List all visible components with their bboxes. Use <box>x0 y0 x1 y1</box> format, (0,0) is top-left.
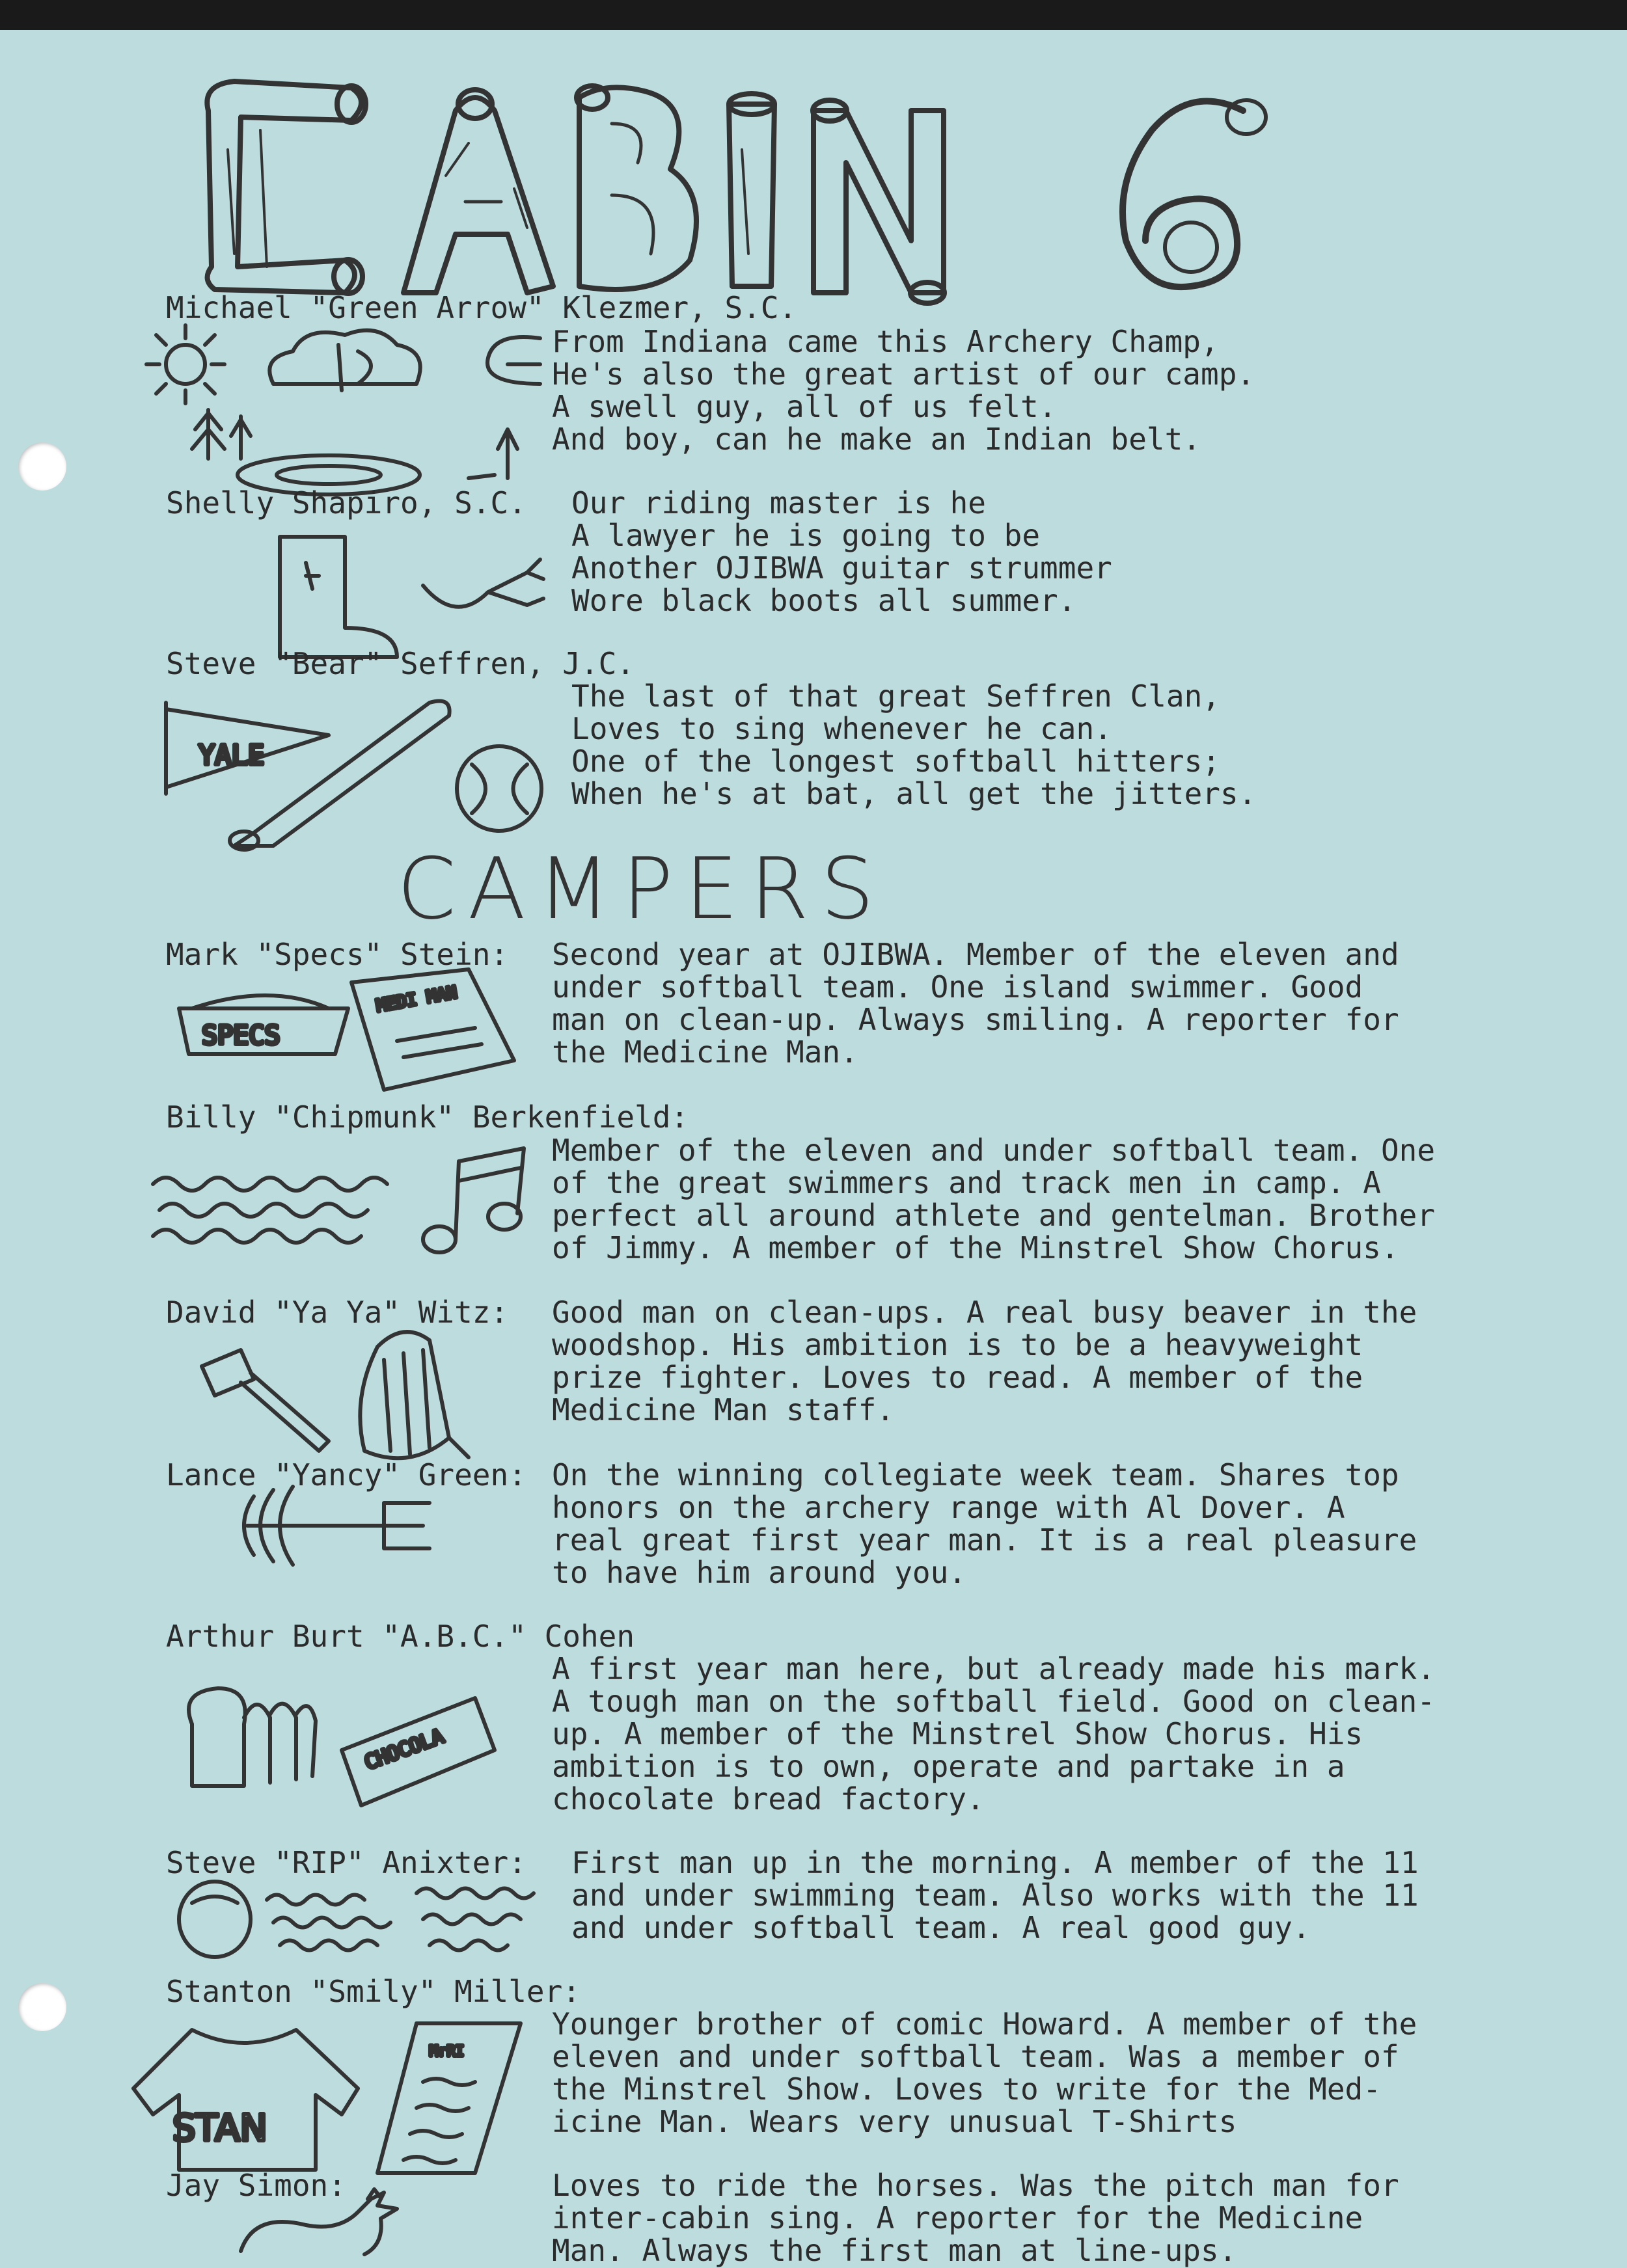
chocolate-label: CHOCOLA <box>361 1725 447 1775</box>
camper-5-name: Arthur Burt "A.B.C." Cohen <box>166 1619 635 1654</box>
camper-5-line-3: up. A member of the Minstrel Show Chorus. His <box>552 1716 1363 1751</box>
tree-small-icon <box>456 416 534 481</box>
counselor-2-line-1: Our riding master is he <box>571 485 986 520</box>
hammer-icon <box>195 1347 338 1457</box>
arrow-target-icon <box>234 1477 449 1574</box>
cloud-small-icon <box>469 325 547 397</box>
camper-4-line-1: On the winning collegiate week team. Shares top <box>552 1457 1399 1492</box>
camper-1-name: Mark "Specs" Stein: <box>166 937 509 972</box>
writing-paper-icon <box>371 2017 527 2180</box>
camper-5-line-2: A tough man on the softball field. Good on clean- <box>552 1684 1436 1719</box>
cloud-icon <box>260 319 436 403</box>
counselor-2-name: Shelly Shapiro, S.C. <box>166 485 526 520</box>
bread-loaf-icon <box>179 1679 322 1789</box>
camper-6-name: Steve "RIP" Anixter: <box>166 1845 526 1880</box>
counselor-3-line-2: Loves to sing whenever he can. <box>571 711 1112 746</box>
paper-label: MrRI <box>430 2044 464 2060</box>
camper-3-line-3: prize fighter. Loves to read. A member of the <box>552 1360 1363 1395</box>
sun-icon <box>140 319 231 410</box>
binder-hole-bottom <box>18 1983 66 2031</box>
camper-7-line-1: Younger brother of comic Howard. A member of the <box>552 2006 1417 2042</box>
camper-4-name: Lance "Yancy" Green: <box>166 1457 526 1492</box>
camper-6-line-1: First man up in the morning. A member of the 11 <box>571 1845 1419 1880</box>
scan-top-edge <box>0 0 1627 30</box>
riding-boot-icon <box>273 530 403 660</box>
camper-1-line-4: the Medicine Man. <box>552 1034 858 1070</box>
water-waves-icon <box>146 1165 407 1249</box>
yale-label: YALE <box>198 739 265 771</box>
newspaper-icon <box>338 963 521 1093</box>
counselor-1-line-1: From Indiana came this Archery Champ, <box>552 324 1219 359</box>
camper-8-line-2: inter-cabin sing. A reporter for the Medicine <box>552 2200 1363 2235</box>
camper-3-line-1: Good man on clean-ups. A real busy beaver in the <box>552 1295 1417 1330</box>
campers-heading: CAMPERS <box>397 839 886 938</box>
camper-7-line-3: the Minstrel Show. Loves to write for the Med- <box>552 2072 1381 2107</box>
swimmer-head-icon <box>172 1877 257 1962</box>
camper-2-line-3: perfect all around athlete and gentelman. Brother <box>552 1198 1436 1233</box>
specs-label: SPECS <box>202 1021 280 1051</box>
camper-3-line-2: woodshop. His ambition is to be a heavyweight <box>552 1327 1363 1362</box>
camper-1-line-1: Second year at OJIBWA. Member of the eleven and <box>552 937 1399 972</box>
music-notes-icon <box>413 1142 537 1265</box>
camper-3-name: David "Ya Ya" Witz: <box>166 1295 509 1330</box>
rooster-icon <box>234 2186 417 2258</box>
medicine-man-label: MEDI MAN <box>375 982 459 1016</box>
page-title-drawing <box>189 72 1308 306</box>
counselor-3-name: Steve "Bear" Seffren, J.C. <box>166 646 635 681</box>
camper-8-line-1: Loves to ride the horses. Was the pitch man for <box>552 2168 1399 2203</box>
camper-7-line-2: eleven and under softball team. Was a member of <box>552 2039 1399 2074</box>
camper-4-line-3: real great first year man. It is a real pleasure <box>552 1522 1417 1558</box>
camper-5-line-1: A first year man here, but already made his mark. <box>552 1651 1436 1686</box>
chocolate-bar-icon <box>332 1685 501 1809</box>
counselor-1-name: Michael "Green Arrow" Klezmer, S.C. <box>166 290 797 325</box>
counselor-2-line-3: Another OJIBWA guitar strummer <box>571 550 1112 586</box>
specs-case-icon <box>172 982 361 1060</box>
counselor-1-line-4: And boy, can he make an Indian belt. <box>552 422 1201 457</box>
camper-8-name: Jay Simon: <box>166 2168 346 2203</box>
camper-2-line-4: of Jimmy. A member of the Minstrel Show Chorus. <box>552 1230 1399 1265</box>
camper-2-name: Billy "Chipmunk" Berkenfield: <box>166 1100 689 1135</box>
counselor-2-line-4: Wore black boots all summer. <box>571 583 1076 618</box>
camper-3-line-4: Medicine Man staff. <box>552 1392 895 1427</box>
counselor-3-line-1: The last of that great Seffren Clan, <box>571 679 1220 714</box>
camper-8-line-3: Man. Always the first man at line-ups. <box>552 2233 1237 2268</box>
camper-6-line-2: and under swimming team. Also works with the 11 <box>571 1878 1419 1913</box>
baseball-bat-icon <box>221 690 456 852</box>
camper-2-line-2: of the great swimmers and track men in camp. A <box>552 1165 1381 1200</box>
camper-1-line-2: under softball team. One island swimmer. Good <box>552 969 1363 1005</box>
counselor-3-line-3: One of the longest softball hitters; <box>571 744 1220 779</box>
camper-7-line-4: icine Man. Wears very unusual T-Shirts <box>552 2104 1237 2139</box>
counselor-2-line-2: A lawyer he is going to be <box>571 518 1041 553</box>
counselor-1-line-2: He's also the great artist of our camp. <box>552 357 1255 392</box>
camper-7-name: Stanton "Smily" Miller: <box>166 1974 581 2009</box>
camper-4-line-2: honors on the archery range with Al Dover. A <box>552 1490 1345 1525</box>
stan-label: STAN <box>172 2107 267 2150</box>
camper-1-line-3: man on clean-up. Always smiling. A reporter for <box>552 1002 1399 1037</box>
spur-icon <box>417 553 547 631</box>
swim-waves-icon <box>260 1880 540 1958</box>
camper-5-line-5: chocolate bread factory. <box>552 1781 985 1816</box>
softball-icon <box>452 742 547 836</box>
camper-4-line-4: to have him around you. <box>552 1555 966 1590</box>
t-shirt-icon <box>127 2023 361 2173</box>
counselor-3-line-4: When he's at bat, all get the jitters. <box>571 776 1257 811</box>
binder-hole-top <box>18 442 66 491</box>
camper-6-line-3: and under softball team. A real good guy. <box>571 1910 1311 1945</box>
broom-icon <box>338 1321 475 1470</box>
camper-5-line-4: ambition is to own, operate and partake in a <box>552 1749 1345 1784</box>
camper-2-line-1: Member of the eleven and under softball team. One <box>552 1133 1436 1168</box>
counselor-1-line-3: A swell guy, all of us felt. <box>552 389 1057 424</box>
